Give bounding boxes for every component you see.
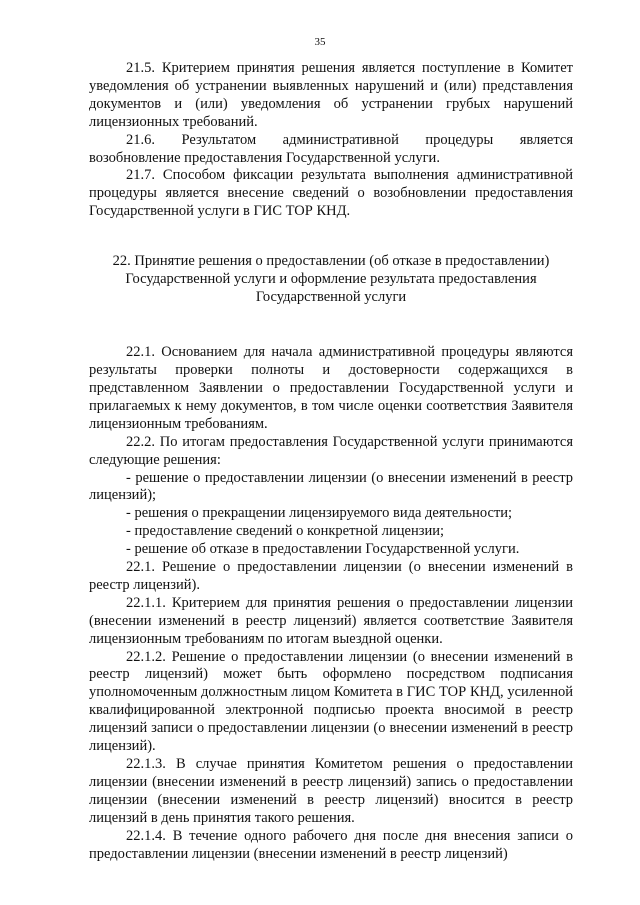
list-item-decision-info: - предоставление сведений о конкретной лицензии; bbox=[126, 523, 445, 540]
paragraph-22-1-1: 22.1.1. Критерием для принятия решения о предоставлении лицензии (внесении изменений в реестр лицензий) является соответствие Заявителя лицензионным требованиям по итогам выездной оценки. bbox=[89, 594, 573, 647]
paragraph-22-1-4: 22.1.4. В течение одного рабочего дня после дня внесения записи о предоставлении лицензии (внесении изменений в реестр лицензий) bbox=[89, 827, 573, 862]
list-item-decision-terminate: - решения о прекращении лицензируемого вида деятельности; bbox=[126, 505, 513, 522]
spacer bbox=[89, 306, 573, 344]
paragraph-21-5: 21.5. Критерием принятия решения является поступление в Комитет уведомления об устранении выявленных нарушений и (или) представления документов и (или) уведомления об устранении грубых нарушений лицензионных требований. bbox=[89, 60, 573, 130]
paragraph-21-7: 21.7. Способом фиксации результата выполнения административной процедуры является внесение сведений о возобновлении предоставления Государственной услуги в ГИС ТОР КНД. bbox=[89, 167, 573, 220]
document-body bbox=[89, 60, 573, 863]
paragraph-22-1-3: 22.1.3. В случае принятия Комитетом решения о предоставлении лицензии (внесении изменений в реестр лицензий) запись о предоставлении лицензии (внесении изменений в реестр лицензий) вносится в реестр лицензий в день принятия такого решения. bbox=[89, 756, 573, 826]
paragraph-21-6: 21.6. Результатом административной процедуры является возобновление предоставления Государственной услуги. bbox=[89, 131, 573, 166]
paragraph-22-2: 22.2. По итогам предоставления Государственной услуги принимаются следующие решения: bbox=[89, 433, 573, 468]
paragraph-22-1-2: 22.1.2. Решение о предоставлении лицензии (о внесении изменений в реестр лицензий) может быть оформлено посредством подписания уполномоченным должностным лицом Комитета в ГИС ТОР КНД, усиленной квалифицированной электронной подписью проекта вносимой в реестр лицензий записи о предоставлении лицензии (о внесении изменений в реестр лицензий). bbox=[89, 648, 573, 755]
list-item-decision-grant: - решение о предоставлении лицензии (о внесении изменений в реестр лицензий); bbox=[89, 469, 573, 504]
list-item-decision-refusal: - решение об отказе в предоставлении Государственной услуги. bbox=[126, 541, 520, 558]
paragraph-22-1-decision: 22.1. Решение о предоставлении лицензии (о внесении изменений в реестр лицензий). bbox=[89, 559, 573, 593]
paragraph-22-1-basis: 22.1. Основанием для начала административной процедуры являются результаты проверки полноты и достоверности содержащихся в представленном Заявлении о предоставлении Государственной услуги и прилагаемых к нему документов, в том числе оценки соответствия Заявителя лицензионным требованиям. bbox=[89, 344, 573, 432]
section-heading: 22. Принятие решения о предоставлении (об отказе в предоставлении) Государственной услуги и оформление результата предоставления Государственной услуги bbox=[112, 253, 550, 306]
spacer bbox=[89, 221, 573, 252]
page-number: 35 bbox=[314, 36, 326, 48]
